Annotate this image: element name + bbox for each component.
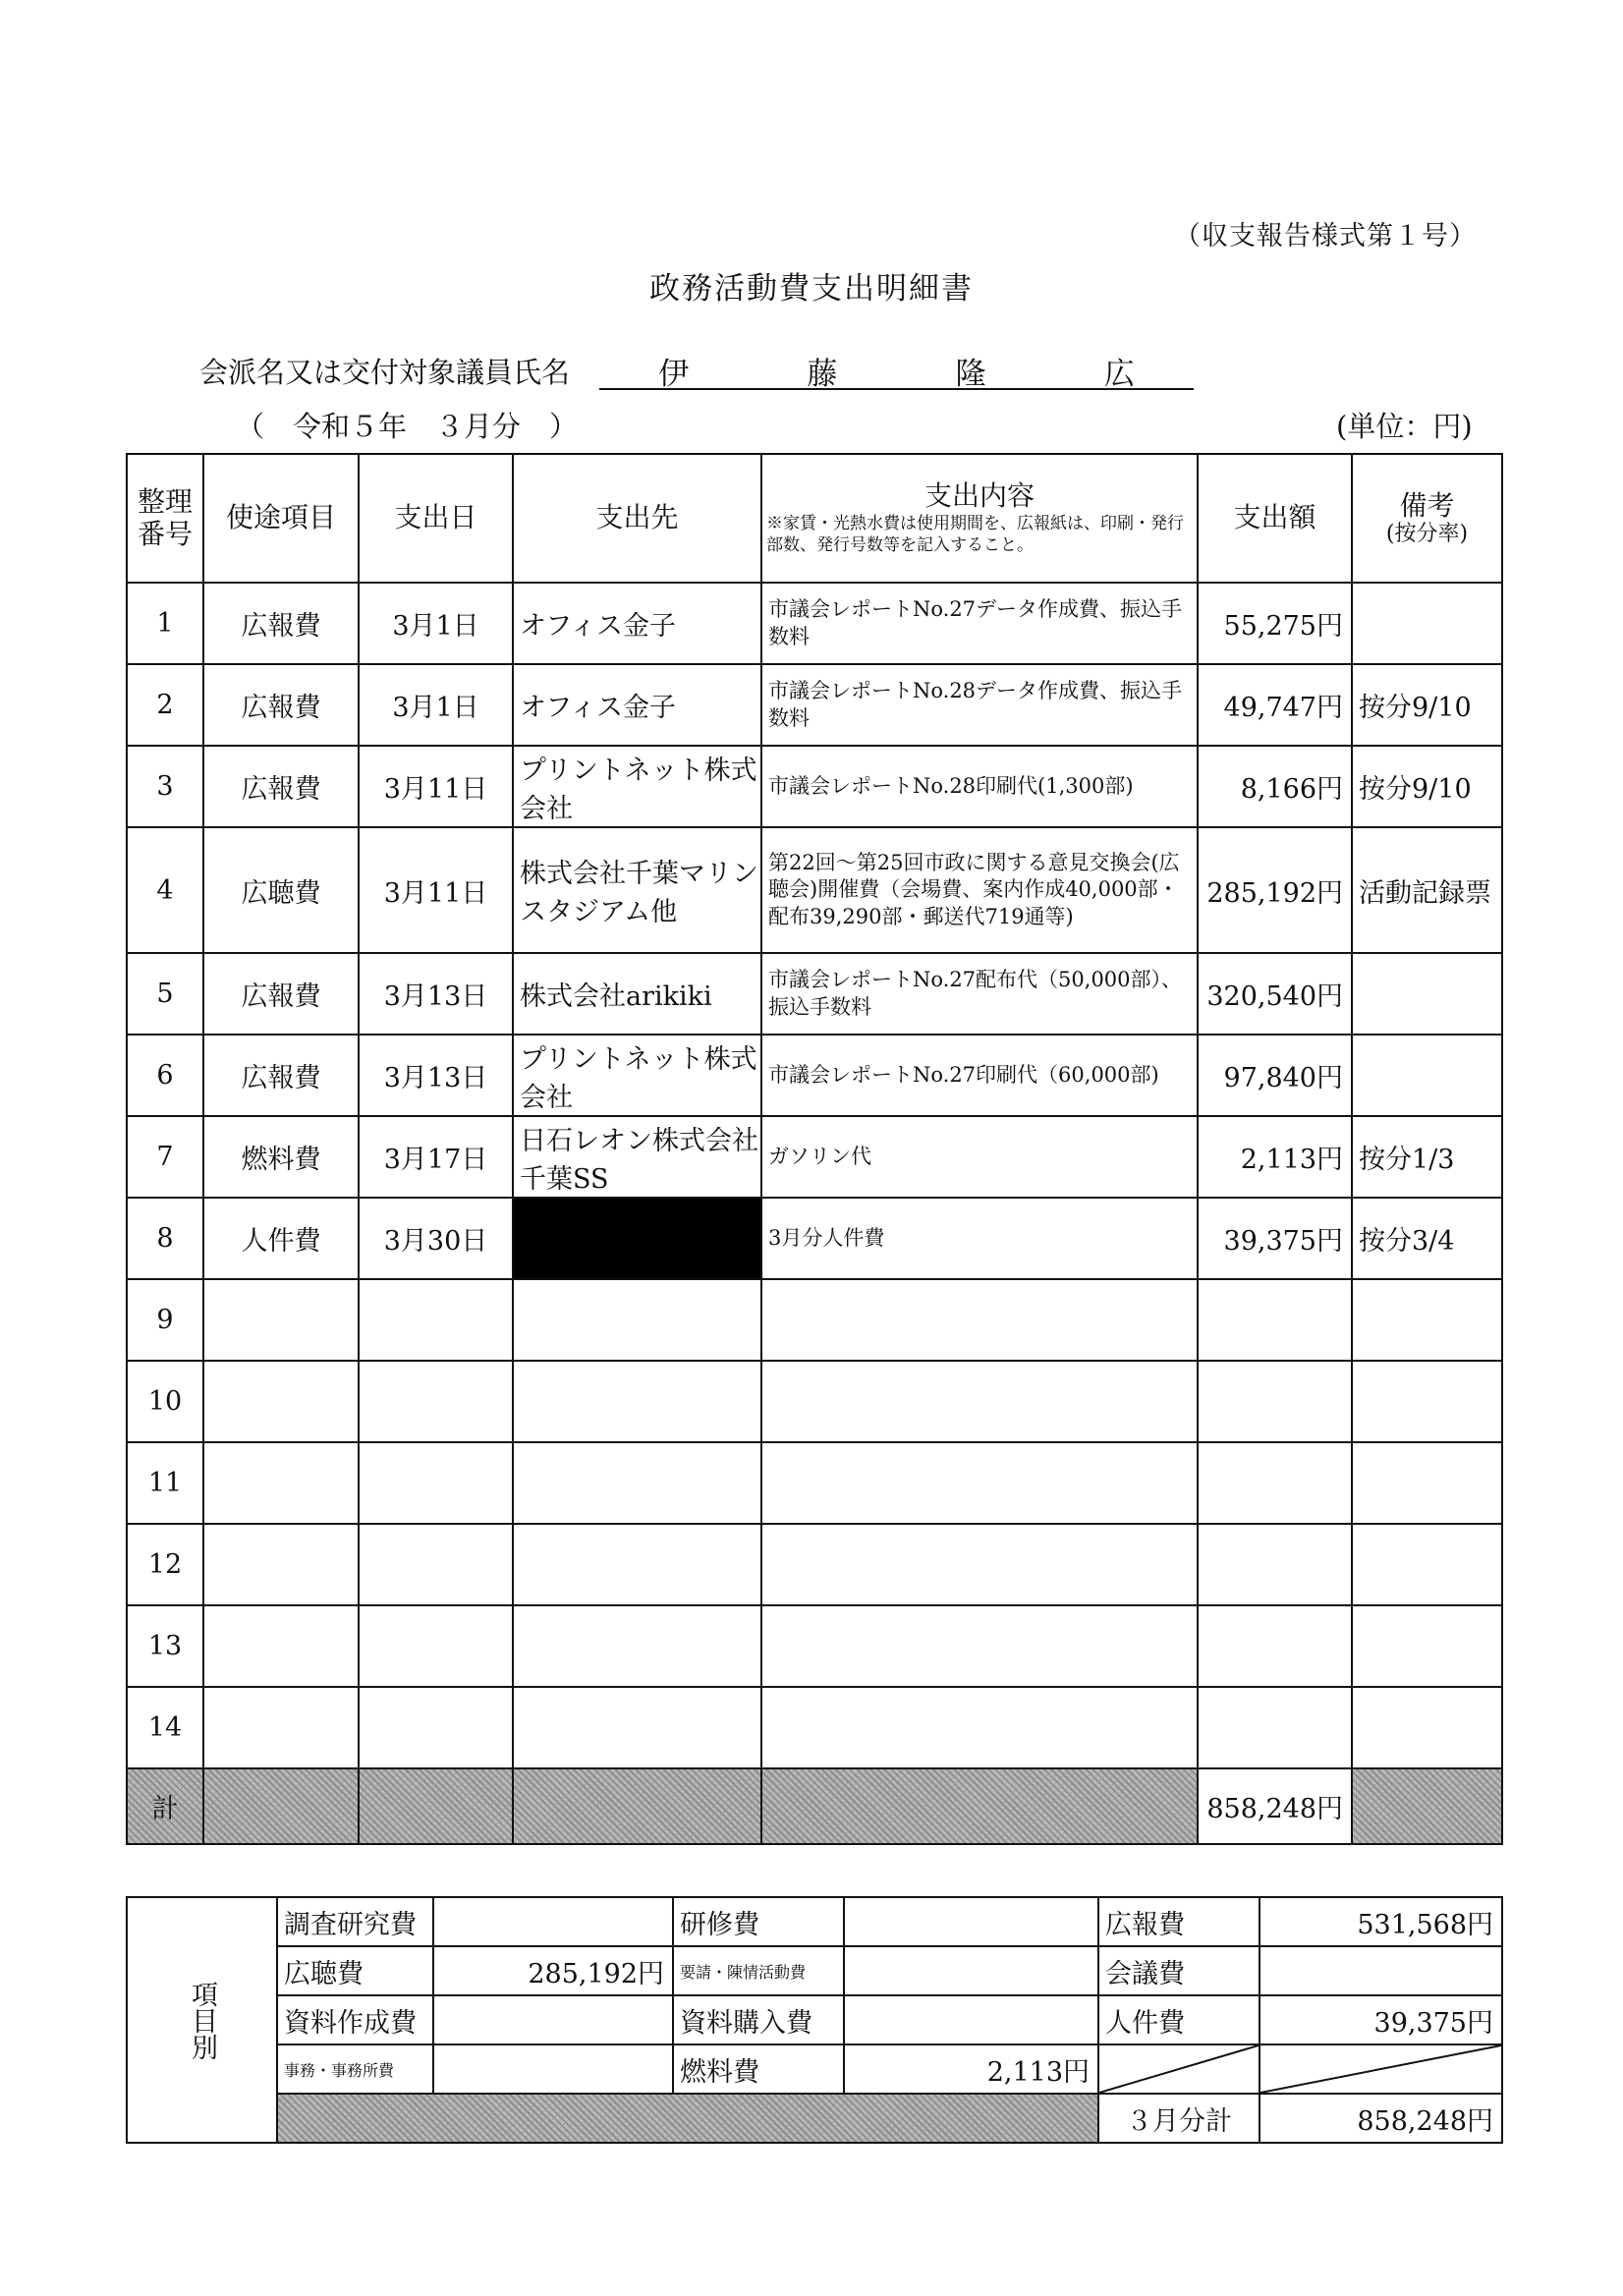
summary-table — [126, 1896, 1503, 2144]
row-amount: 2,113円 — [1198, 1116, 1352, 1198]
row-amount: 39,375円 — [1198, 1198, 1352, 1279]
row-content: 市議会レポートNo.27配布代（50,000部）、振込手数料 — [761, 953, 1198, 1035]
table-row — [127, 1524, 1502, 1605]
total-row — [127, 1768, 1502, 1844]
row-amount — [1198, 1524, 1352, 1605]
header-payee: 支出先 — [513, 454, 761, 583]
header-category: 使途項目 — [203, 454, 359, 583]
table-row — [127, 583, 1502, 664]
row-category — [203, 1442, 359, 1524]
row-amount: 97,840円 — [1198, 1035, 1352, 1116]
table-row — [127, 1279, 1502, 1361]
row-category — [203, 1605, 359, 1687]
row-content: 第22回～第25回市政に関する意見交換会(広聴会)開催費（会場費、案内作成40,000部・配布39,290部・郵送代719通等) — [761, 827, 1198, 953]
row-date: 3月13日 — [359, 953, 513, 1035]
shaded-cell — [359, 1768, 513, 1844]
name-label: 会派名又は交付対象議員氏名 — [199, 356, 571, 389]
row-payee — [513, 1442, 761, 1524]
document-title: 政務活動費支出明細書 — [649, 271, 974, 307]
row-payee — [513, 1279, 761, 1361]
meeting-label: 会議費 — [1098, 1946, 1259, 1995]
row-remarks: 按分9/10 — [1352, 746, 1502, 827]
row-remarks — [1352, 1035, 1502, 1116]
row-content — [761, 1605, 1198, 1687]
table-row — [127, 827, 1502, 953]
publicity-label: 広報費 — [1098, 1897, 1259, 1946]
office-value — [433, 2044, 673, 2094]
row-category: 広報費 — [203, 664, 359, 746]
row-payee: 日石レオン株式会社千葉SS — [513, 1116, 761, 1198]
row-category: 広報費 — [203, 746, 359, 827]
expense-table — [126, 453, 1503, 1845]
form-number: （収支報告様式第１号） — [1174, 221, 1477, 252]
training-value — [844, 1897, 1098, 1946]
row-date: 3月13日 — [359, 1035, 513, 1116]
header-remarks-sub: (按分率) — [1385, 521, 1469, 546]
shaded-cell — [761, 1768, 1198, 1844]
shaded-cell — [1352, 1768, 1502, 1844]
materials-creation-value — [433, 1995, 673, 2044]
row-date: 3月11日 — [359, 827, 513, 953]
table-header-row — [127, 454, 1502, 583]
hearing-value: 285,192円 — [433, 1946, 673, 1995]
row-remarks — [1352, 1605, 1502, 1687]
row-payee: プリントネット株式会社 — [513, 746, 761, 827]
row-content: 市議会レポートNo.28データ作成費、振込手数料 — [761, 664, 1198, 746]
period: （ 令和５年 ３月分 ） — [236, 410, 579, 443]
research-value — [433, 1897, 673, 1946]
row-category: 広聴費 — [203, 827, 359, 953]
row-date — [359, 1361, 513, 1442]
row-remarks — [1352, 1442, 1502, 1524]
publicity-value: 531,568円 — [1259, 1897, 1502, 1946]
row-amount: 320,540円 — [1198, 953, 1352, 1035]
row-no: 13 — [127, 1605, 203, 1687]
row-date — [359, 1605, 513, 1687]
row-remarks — [1352, 953, 1502, 1035]
row-remarks: 按分1/3 — [1352, 1116, 1502, 1198]
petition-label: 要請・陳情活動費 — [673, 1946, 844, 1995]
row-remarks — [1352, 1361, 1502, 1442]
name-char: 隆 — [955, 357, 986, 392]
row-category: 広報費 — [203, 583, 359, 664]
row-amount: 49,747円 — [1198, 664, 1352, 746]
row-remarks: 按分9/10 — [1352, 664, 1502, 746]
personnel-label: 人件費 — [1098, 1995, 1259, 2044]
header-content: 支出内容 ※家賃・光熱水費は使用期間を、広報紙は、印刷・発行部数、発行号数等を記入すること。 — [761, 454, 1198, 583]
row-no: 12 — [127, 1524, 203, 1605]
row-date: 3月30日 — [359, 1198, 513, 1279]
redacted-payee — [513, 1198, 761, 1279]
table-row — [127, 1361, 1502, 1442]
name-char: 広 — [1103, 357, 1135, 392]
row-payee — [513, 1524, 761, 1605]
row-no: 8 — [127, 1198, 203, 1279]
row-amount: 285,192円 — [1198, 827, 1352, 953]
row-content — [761, 1442, 1198, 1524]
row-category — [203, 1687, 359, 1768]
row-no: 7 — [127, 1116, 203, 1198]
row-payee — [513, 1361, 761, 1442]
row-amount — [1198, 1687, 1352, 1768]
row-content: 3月分人件費 — [761, 1198, 1198, 1279]
row-payee: プリントネット株式会社 — [513, 1035, 761, 1116]
row-no: 10 — [127, 1361, 203, 1442]
shaded-cell — [203, 1768, 359, 1844]
row-remarks — [1352, 1524, 1502, 1605]
fuel-label: 燃料費 — [673, 2044, 844, 2094]
row-payee — [513, 1687, 761, 1768]
diagonal-cell — [1098, 2044, 1259, 2094]
table-body — [127, 583, 1502, 1768]
total-label: 計 — [127, 1768, 203, 1844]
row-remarks: 活動記録票 — [1352, 827, 1502, 953]
row-amount: 55,275円 — [1198, 583, 1352, 664]
row-category: 燃料費 — [203, 1116, 359, 1198]
table-row — [127, 953, 1502, 1035]
row-remarks — [1352, 1279, 1502, 1361]
materials-purchase-label: 資料購入費 — [673, 1995, 844, 2044]
row-payee: オフィス金子 — [513, 583, 761, 664]
row-date: 3月11日 — [359, 746, 513, 827]
table-row — [127, 746, 1502, 827]
research-label: 調査研究費 — [277, 1897, 433, 1946]
name-char: 藤 — [807, 357, 838, 392]
row-content: 市議会レポートNo.27印刷代（60,000部) — [761, 1035, 1198, 1116]
row-content: 市議会レポートNo.27データ作成費、振込手数料 — [761, 583, 1198, 664]
month-total-value: 858,248円 — [1259, 2094, 1502, 2143]
office-label: 事務・事務所費 — [277, 2044, 433, 2094]
header-content-note: ※家賃・光熱水費は使用期間を、広報紙は、印刷・発行部数、発行号数等を記入すること。 — [766, 513, 1184, 555]
unit-label: (単位：円) — [1336, 410, 1473, 443]
row-category — [203, 1279, 359, 1361]
row-category — [203, 1524, 359, 1605]
table-row — [127, 1442, 1502, 1524]
materials-creation-label: 資料作成費 — [277, 1995, 433, 2044]
row-no: 14 — [127, 1687, 203, 1768]
row-date — [359, 1442, 513, 1524]
row-no: 6 — [127, 1035, 203, 1116]
row-amount — [1198, 1442, 1352, 1524]
row-date: 3月1日 — [359, 583, 513, 664]
table-row — [127, 1605, 1502, 1687]
row-remarks: 按分3/4 — [1352, 1198, 1502, 1279]
row-category — [203, 1361, 359, 1442]
member-name — [599, 349, 1194, 390]
row-payee: 株式会社千葉マリンスタジアム他 — [513, 827, 761, 953]
row-content: 市議会レポートNo.28印刷代(1,300部) — [761, 746, 1198, 827]
row-date: 3月1日 — [359, 664, 513, 746]
row-payee: 株式会社arikiki — [513, 953, 761, 1035]
diagonal-cell — [1259, 2044, 1502, 2094]
row-content — [761, 1279, 1198, 1361]
total-amount: 858,248円 — [1198, 1768, 1352, 1844]
row-date: 3月17日 — [359, 1116, 513, 1198]
row-category: 広報費 — [203, 953, 359, 1035]
summary-side-label: 項目別 — [127, 1897, 277, 2143]
row-no: 9 — [127, 1279, 203, 1361]
table-row — [127, 1198, 1502, 1279]
row-no: 1 — [127, 583, 203, 664]
shaded-cell — [277, 2094, 1098, 2143]
meeting-value — [1259, 1946, 1502, 1995]
row-amount — [1198, 1279, 1352, 1361]
fuel-value: 2,113円 — [844, 2044, 1098, 2094]
table-row — [127, 1116, 1502, 1198]
row-date — [359, 1524, 513, 1605]
hearing-label: 広聴費 — [277, 1946, 433, 1995]
row-content: ガソリン代 — [761, 1116, 1198, 1198]
header-date: 支出日 — [359, 454, 513, 583]
row-content — [761, 1361, 1198, 1442]
training-label: 研修費 — [673, 1897, 844, 1946]
row-payee: オフィス金子 — [513, 664, 761, 746]
personnel-value: 39,375円 — [1259, 1995, 1502, 2044]
row-date — [359, 1279, 513, 1361]
row-content — [761, 1524, 1198, 1605]
header-remarks: 備考 (按分率) — [1352, 454, 1502, 583]
row-content — [761, 1687, 1198, 1768]
row-no: 5 — [127, 953, 203, 1035]
petition-value — [844, 1946, 1098, 1995]
row-amount — [1198, 1605, 1352, 1687]
materials-purchase-value — [844, 1995, 1098, 2044]
table-row — [127, 664, 1502, 746]
shaded-cell — [513, 1768, 761, 1844]
row-date — [359, 1687, 513, 1768]
row-category: 人件費 — [203, 1198, 359, 1279]
row-no: 11 — [127, 1442, 203, 1524]
row-amount — [1198, 1361, 1352, 1442]
row-category: 広報費 — [203, 1035, 359, 1116]
table-row — [127, 1687, 1502, 1768]
row-amount: 8,166円 — [1198, 746, 1352, 827]
header-no: 整理 番号 — [127, 454, 203, 583]
row-remarks — [1352, 1687, 1502, 1768]
row-payee — [513, 1605, 761, 1687]
row-no: 2 — [127, 664, 203, 746]
name-char: 伊 — [658, 357, 690, 392]
table-row — [127, 1035, 1502, 1116]
row-no: 4 — [127, 827, 203, 953]
month-total-label: ３月分計 — [1098, 2094, 1259, 2143]
row-no: 3 — [127, 746, 203, 827]
header-amount: 支出額 — [1198, 454, 1352, 583]
row-remarks — [1352, 583, 1502, 664]
